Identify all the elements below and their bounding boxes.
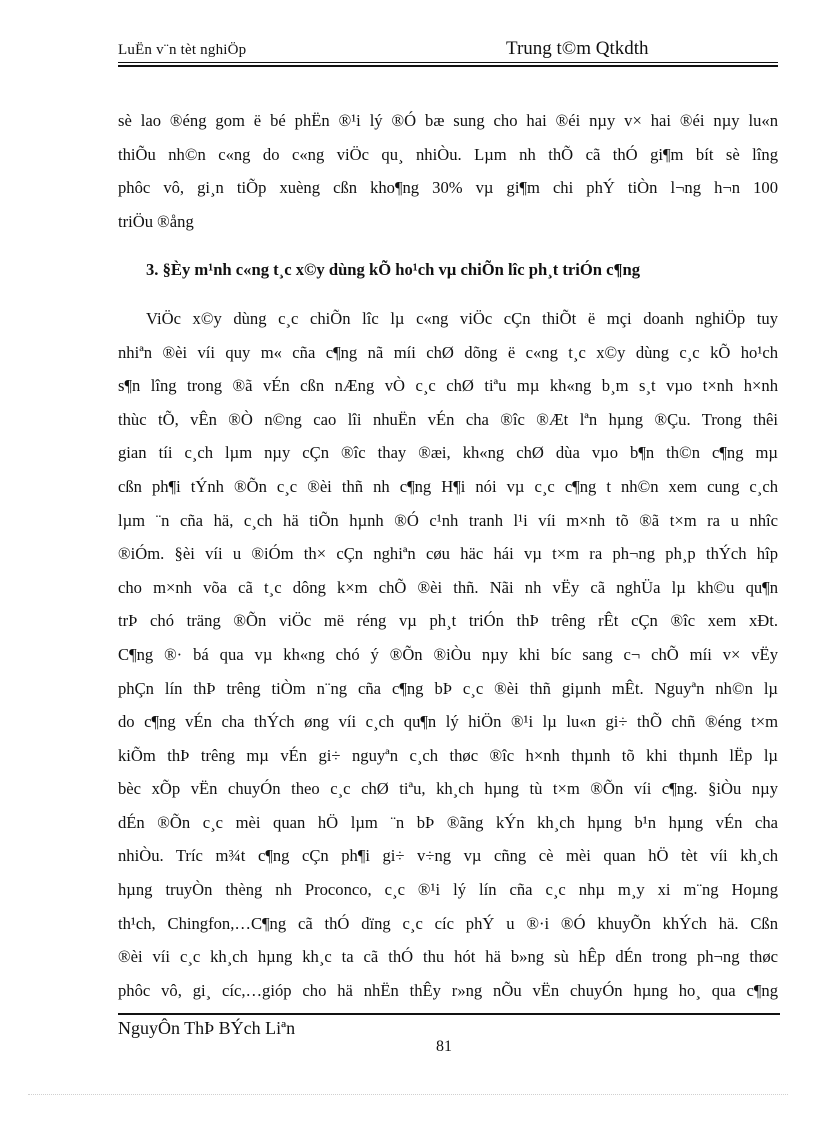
section-heading: 3. §Èy m¹nh c«ng t¸c x©y dùng kÕ ho¹ch vµ chiÕn lîc ph¸t triÓn c¶ng <box>146 260 641 280</box>
text-line: gian tíi c¸ch lµm nµy cÇn ®îc thay ®æi, kh«ng chØ dùa vµo b¶n th©n c¶ng mµ <box>118 443 778 463</box>
header-center-label: Trung t©m Qtkdth <box>506 38 649 59</box>
footer-author: NguyÔn ThÞ BÝch Liªn <box>118 1018 296 1038</box>
text-line: thùc tÕ, vÊn ®Ò n©ng cao lîi nhuËn vÉn cha ®îc ®Æt lªn hµng ®Çu. Trong thêi <box>118 409 778 429</box>
page-number: 81 <box>436 1038 452 1055</box>
text-line: do c¶ng vÉn cha thÝch øng víi c¸ch qu¶n lý hiÖn ®¹i lµ lu«n gi÷ thÕ chñ ®éng t×m <box>118 712 778 732</box>
text-line: cho m×nh võa cã t¸c dông k×m chÕ ®èi thñ. Nãi nh vËy cã nghÜa lµ kh©u qu¶n <box>118 577 778 597</box>
text-line: th¹ch, Chingfon,…C¶ng cã thÓ dïng c¸c cíc phÝ u ®·i ®Ó khuyÕn khÝch hä. Cßn <box>118 913 778 933</box>
paragraph-intro <box>118 104 778 238</box>
text-line: phÇn lín thÞ trêng tiÒm n¨ng cña c¶ng bÞ c¸c ®èi thñ giµnh mÊt. Nguyªn nh©n lµ <box>118 678 778 698</box>
text-line: triÖu ®ång <box>118 211 194 231</box>
page-edge-dotted-line <box>28 1094 788 1095</box>
text-line: cßn ph¶i tÝnh ®Õn c¸c ®èi thñ nh c¶ng H¶i nói vµ c¸c c¶ng t nh©n xem cung c¸ch <box>118 476 778 496</box>
text-line: bèc xÕp vËn chuyÓn theo c¸c chØ tiªu, kh¸ch hµng tù t×m ®Õn víi c¶ng. §iÒu nµy <box>118 779 778 799</box>
text-line: lµm ¨n cña hä, c¸ch hä tiÕn hµnh ®Ó c¹nh tranh l¹i víi m×nh tõ ®ã t×m ra u nhîc <box>118 510 778 530</box>
text-line: thiÕu nh©n c«ng do c«ng viÖc qu¸ nhiÒu. Lµm nh thÕ cã thÓ gi¶m bít sè lîng <box>118 144 778 164</box>
paragraph-main <box>118 302 778 1007</box>
text-line: dÉn ®Õn c¸c mèi quan hÖ lµm ¨n bÞ ®ãng kÝn kh¸ch hµng b¹n hµng vÉn cha <box>118 812 778 832</box>
text-line: kiÕm thÞ trêng mµ vÉn gi÷ nguyªn c¸ch thøc ®îc h×nh thµnh tõ khi thµnh lËp lµ <box>118 745 778 765</box>
text-line: trÞ chó träng ®Õn viÖc më réng vµ ph¸t triÓn thÞ trêng rÊt cÇn ®îc xem xÐt. <box>118 611 778 631</box>
text-line: phôc vô, gi¸n tiÕp xuèng cßn kho¶ng 30% vµ gi¶m chi phÝ tiÒn l¬ng h¬n 100 <box>118 178 778 198</box>
text-line: hµng truyÒn thèng nh Proconco, c¸c ®¹i lý lín cña c¸c nhµ m¸y xi m¨ng Hoµng <box>118 880 778 900</box>
text-line: ViÖc x©y dùng c¸c chiÕn lîc lµ c«ng viÖc cÇn thiÕt ë mçi doanh nghiÖp tuy <box>146 308 778 328</box>
text-line: sè lao ®éng gom ë bé phËn ®¹i lý ®Ó bæ sung cho hai ®éi nµy v× hai ®éi nµy lu«n <box>118 111 778 130</box>
text-line: nhiÒu. Tríc m¾t c¶ng cÇn ph¶i gi÷ v÷ng vµ cñng cè mèi quan hÖ tèt víi kh¸ch <box>118 846 778 866</box>
spacer <box>118 287 778 302</box>
text-line: s¶n lîng trong ®ã vÉn cßn nÆng vÒ c¸c chØ tiªu mµ kh«ng b¸m s¸t vµo t×nh h×nh <box>118 376 778 396</box>
text-line: phôc vô, gi¸ cíc,…gióp cho hä nhËn thÊy r»ng nÕu vËn chuyÓn hµng ho¸ qua c¶ng <box>118 980 778 1000</box>
spacer <box>118 238 778 253</box>
header-divider <box>118 62 778 63</box>
text-line: nhiªn ®èi víi quy m« cña c¶ng nã míi chØ dõng ë c«ng t¸c x©y dùng c¸c kÕ ho¹ch <box>118 342 778 362</box>
text-line: ®iÓm. §èi víi u ®iÓm th× cÇn nghiªn cøu häc hái vµ t×m ra ph¬ng ph¸p thÝch hîp <box>118 544 778 564</box>
footer-divider <box>118 1013 780 1015</box>
header-thesis-label: LuËn v¨n tèt nghiÖp <box>118 42 247 58</box>
document-body <box>118 104 778 1007</box>
header-divider-thick <box>118 65 778 67</box>
text-line: ®èi víi c¸c kh¸ch hµng kh¸c ta cã thÓ thu hót hä b»ng sù hÊp dÉn trong ph¬ng thøc <box>118 947 778 967</box>
text-line: C¶ng ®· bá qua vµ kh«ng chó ý ®Õn ®iÒu nµy khi bíc sang c¬ chÕ míi v× vËy <box>118 644 778 664</box>
